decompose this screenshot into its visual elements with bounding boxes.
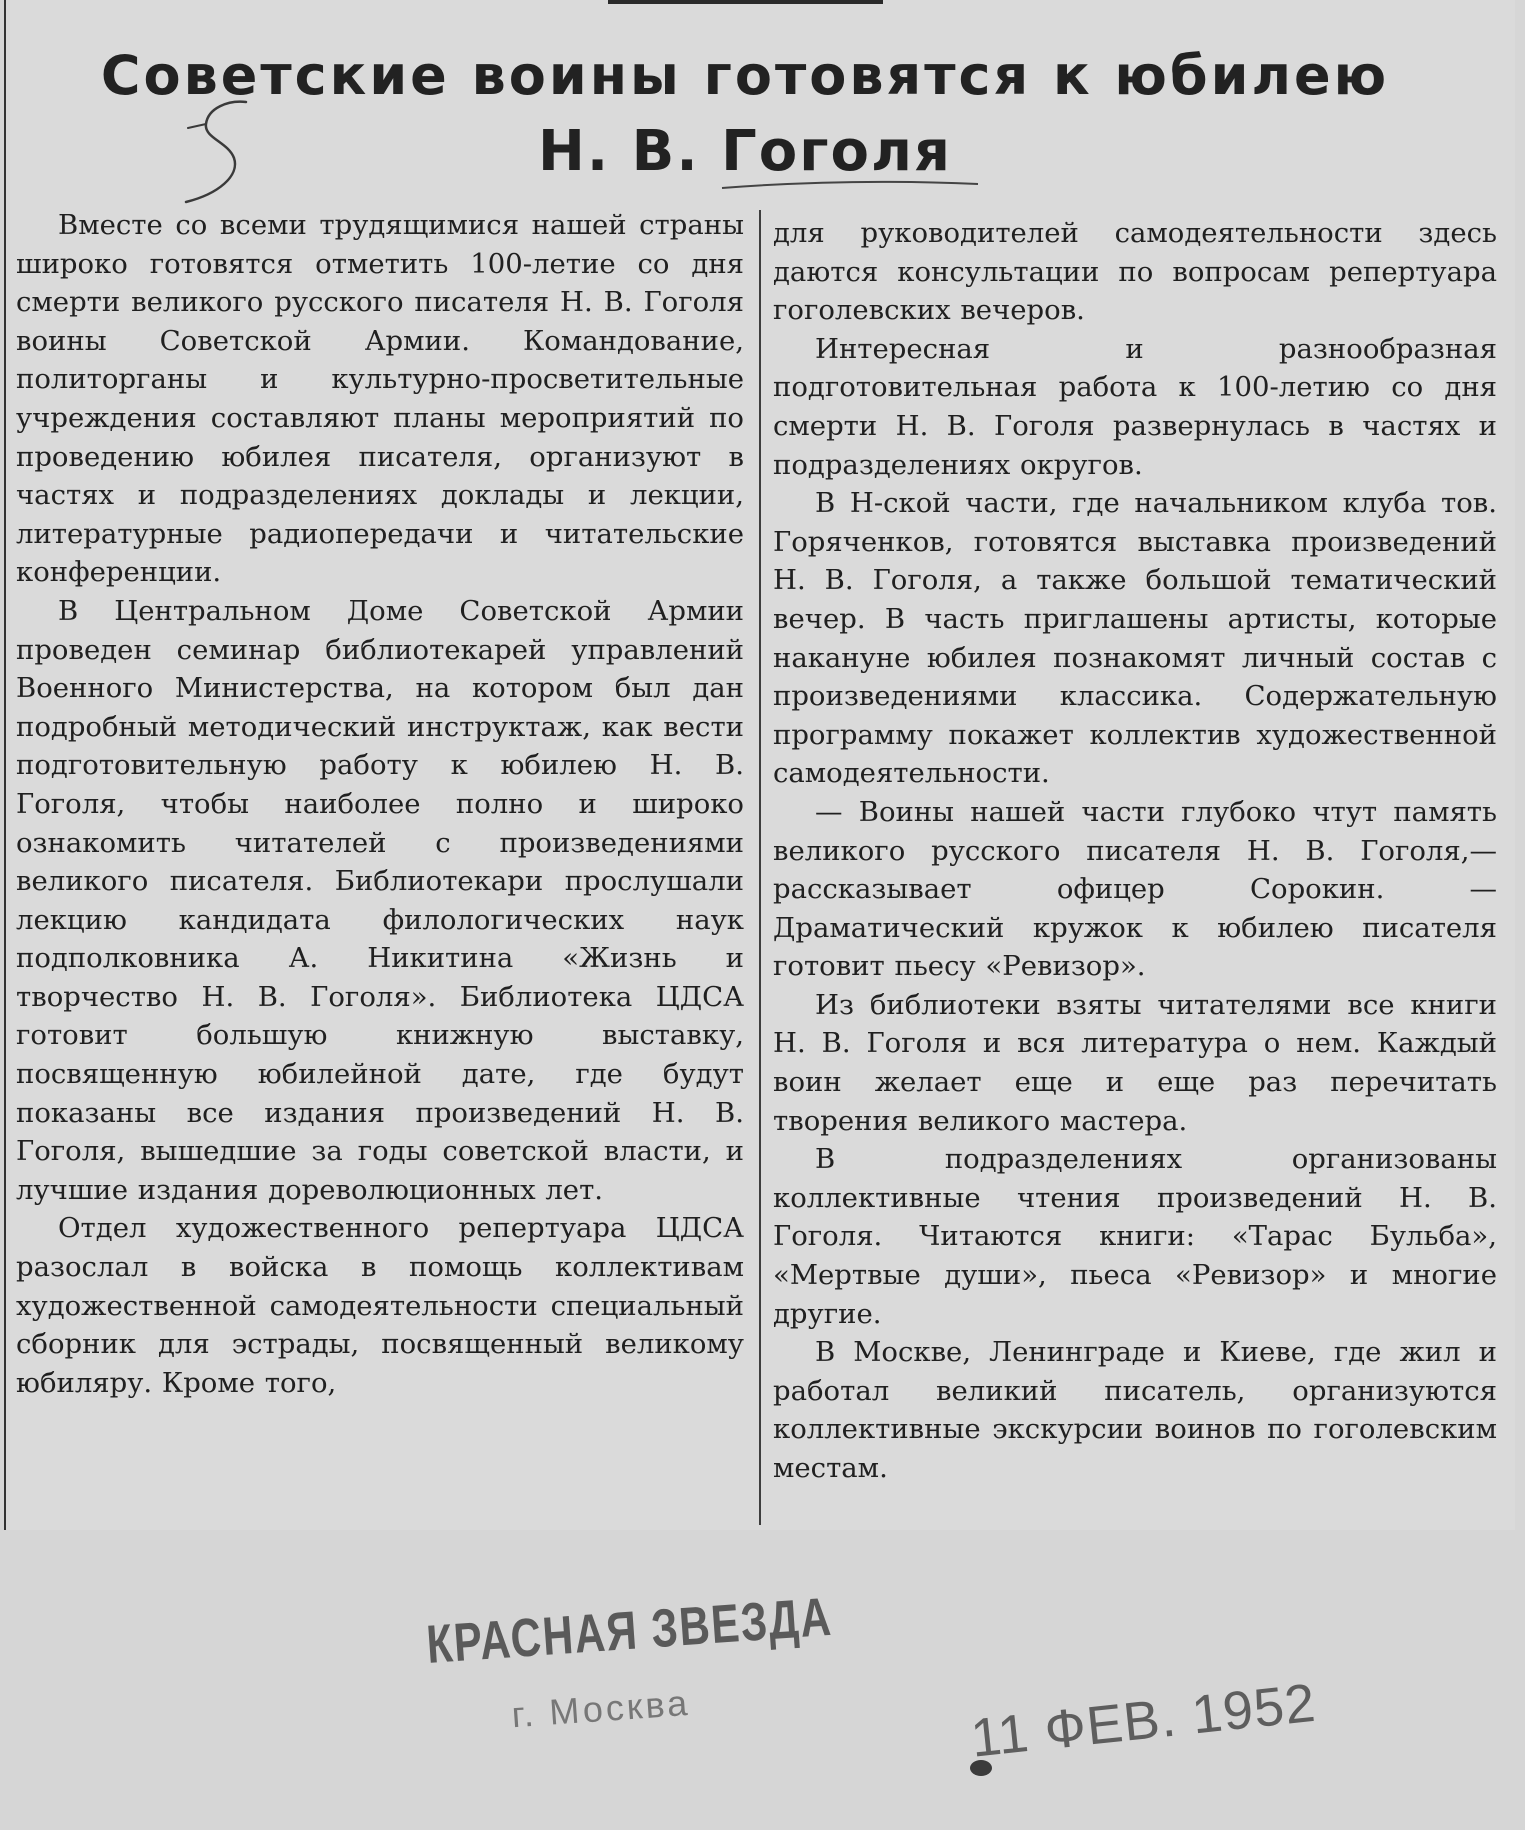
paragraph: для руководителей самодеятельности здесь даются консультации по вопросам репертуара гоголевских вечеров. [773, 217, 1497, 327]
column-divider [759, 210, 761, 1525]
paragraph: В Москве, Ленинграде и Киеве, где жил и работал великий писатель, организуются коллективные экскурсии воинов по гоголевским местам. [773, 1336, 1497, 1484]
headline-line-2: Н. В. Гоголя [538, 119, 952, 184]
handwritten-underline-icon [720, 178, 980, 192]
paragraph: — Воины нашей части глубоко чтут память великого русского писателя Н. В. Гоголя,— рассказывает офицер Сорокин. — Драматический кружок к юбилею писателя готовит пьесу «Ревизор». [773, 795, 1497, 983]
paragraph: В Центральном Доме Советской Армии проведен семинар библиотекарей управлений Военного Министерства, на котором был дан подробный методический инструктаж, как вести подготовительную работу к юбилею Н. В. Гоголя, чтобы наиболее полно и широко ознакомить читателей с произведениями великого писателя. Библиотекари прослушали лекцию кандидата филологических наук подполковника А. Никитина «Жизнь и творчество Н. В. Гоголя». Библиотека ЦДСА готовит большую книжную выставку, посвященную юбилейной дате, где будут показаны все издания произведений Н. В. Гоголя, вышедшие за годы советской власти, и лучшие издания дореволюционных лет. [16, 594, 744, 1206]
newspaper-stamp [415, 1586, 846, 1785]
stamp-city: г. Москва [510, 1681, 692, 1736]
top-rule [608, 0, 883, 4]
article-column-left [16, 206, 744, 1402]
paragraph: В подразделениях организованы коллективные чтения произведений Н. В. Гоголя. Читаются книги: «Тарас Бульба», «Мертвые души», пьеса «Ревизор» и многие другие. [773, 1143, 1497, 1330]
date-stamp: 11 ФЕВ. 1952 [968, 1672, 1319, 1769]
handwritten-mark-icon [168, 98, 278, 208]
paragraph: Из библиотеки взяты читателями все книги Н. В. Гоголя и вся литература о нем. Каждый воин желает еще и еще раз перечитать творения великого мастера. [773, 988, 1497, 1137]
stamp-newspaper-name: КРАСНАЯ ЗВЕЗДА [424, 1586, 835, 1676]
paragraph: Вместе со всеми трудящимися нашей страны широко готовятся отметить 100-летие со дня смерти великого русского писателя Н. В. Гоголя воины Советской Армии. Командование, политорганы и культурно-просветительные учреждения составляют планы мероприятий по проведению юбилея писателя, организуют в частях и подразделениях доклады и лекции, литературные радиопередачи и читательские конференции. [16, 209, 744, 589]
headline-line-1: Советские воины готовятся к юбилею [100, 44, 1390, 107]
paragraph: В Н-ской части, где начальником клуба тов. Горяченков, готовятся выставка произведений Н. В. Гоголя, а также большой тематический вечер. В часть приглашены артисты, которые накануне юбилея познакомят личный состав с произведениями классика. Содержательную программу покажет коллектив художественной самодеятельности. [773, 487, 1497, 790]
paragraph: Отдел художественного репертуара ЦДСА разослал в войска в помощь коллективам художественной самодеятельности специальный сборник для эстрады, посвященный великому юбиляру. Кроме того, [16, 1212, 744, 1399]
paragraph: Интересная и разнообразная подготовительная работа к 100-летию со дня смерти Н. В. Гоголя развернулась в частях и подразделениях округов. [773, 332, 1497, 481]
clipping-left-edge [4, 0, 6, 1530]
article-column-right [773, 214, 1497, 1488]
